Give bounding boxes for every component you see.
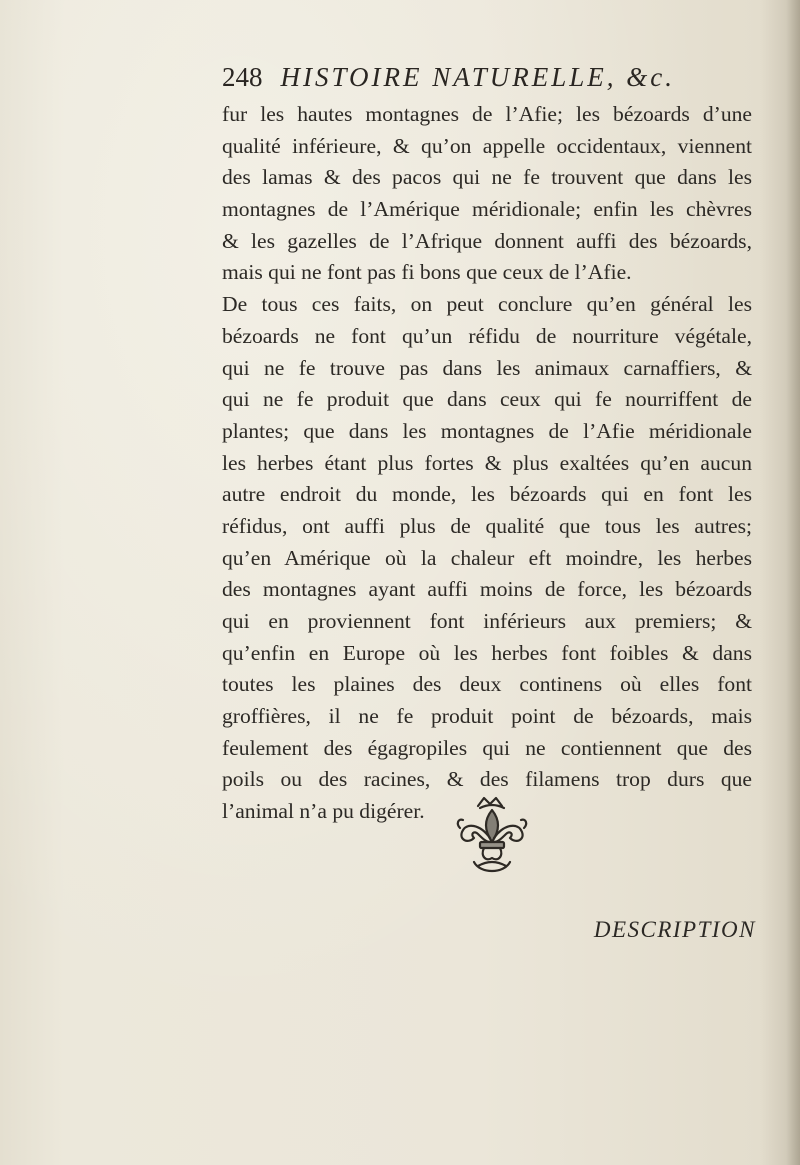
text-line: De tous ces faits, on peut conclure qu’en général les	[222, 292, 752, 317]
body-text	[222, 99, 752, 828]
text-line: qui en proviennent font inférieurs aux premiers; &	[222, 609, 752, 633]
text-line: groffières, il ne fe produit point de bézoards, mais	[222, 704, 752, 729]
text-line: des montagnes ayant auffi moins de force, les bézoards	[222, 577, 752, 602]
text-line: mais qui ne font pas fi bons que ceux de l’Afie.	[222, 260, 632, 285]
text-line: qu’enfin en Europe où les herbes font foibles & dans	[222, 640, 752, 665]
text-line: plantes; que dans les montagnes de l’Afie méridionale	[222, 418, 752, 443]
text-line: qu’en Amérique où la chaleur eft moindre, les herbes	[222, 545, 752, 570]
running-title: HISTOIRE NATURELLE, &c.	[280, 62, 676, 92]
text-line: qui ne fe produit que dans ceux qui fe nourriffent de	[222, 387, 752, 412]
text-line: réfidus, ont auffi plus de qualité que tous les autres;	[222, 513, 752, 538]
text-line: les herbes étant plus fortes & plus exaltées qu’en aucun	[222, 450, 752, 475]
text-line: feulement des égagropiles qui ne contiennent que des	[222, 735, 752, 760]
page-edge-shadow	[786, 0, 800, 1165]
text-line: des lamas & des pacos qui ne fe trouvent que dans les	[222, 165, 752, 190]
text-line: fur les hautes montagnes de l’Afie; les bézoards d’une	[222, 102, 752, 126]
running-head	[222, 62, 752, 96]
text-line: montagnes de l’Amérique méridionale; enfin les chèvres	[222, 197, 752, 222]
text-line: & les gazelles de l’Afrique donnent auffi des bézoards,	[222, 228, 752, 253]
text-line: qui ne fe trouve pas dans les animaux carnaffiers, &	[222, 355, 752, 380]
fleur-de-lis-icon	[444, 788, 540, 884]
text-line: qualité inférieure, & qu’on appelle occidentaux, viennent	[222, 133, 752, 158]
text-line: bézoards ne font qu’un réfidu de nourriture végétale,	[222, 323, 752, 348]
text-line: autre endroit du monde, les bézoards qui en font les	[222, 482, 752, 507]
catchword: DESCRIPTION	[593, 917, 756, 942]
text-line: l’animal n’a pu digérer.	[222, 799, 425, 824]
text-line: toutes les plaines des deux continens où elles font	[222, 672, 752, 697]
text-line: poils ou des racines, & des filamens trop durs que	[222, 767, 752, 792]
page-number: 248	[222, 62, 263, 92]
